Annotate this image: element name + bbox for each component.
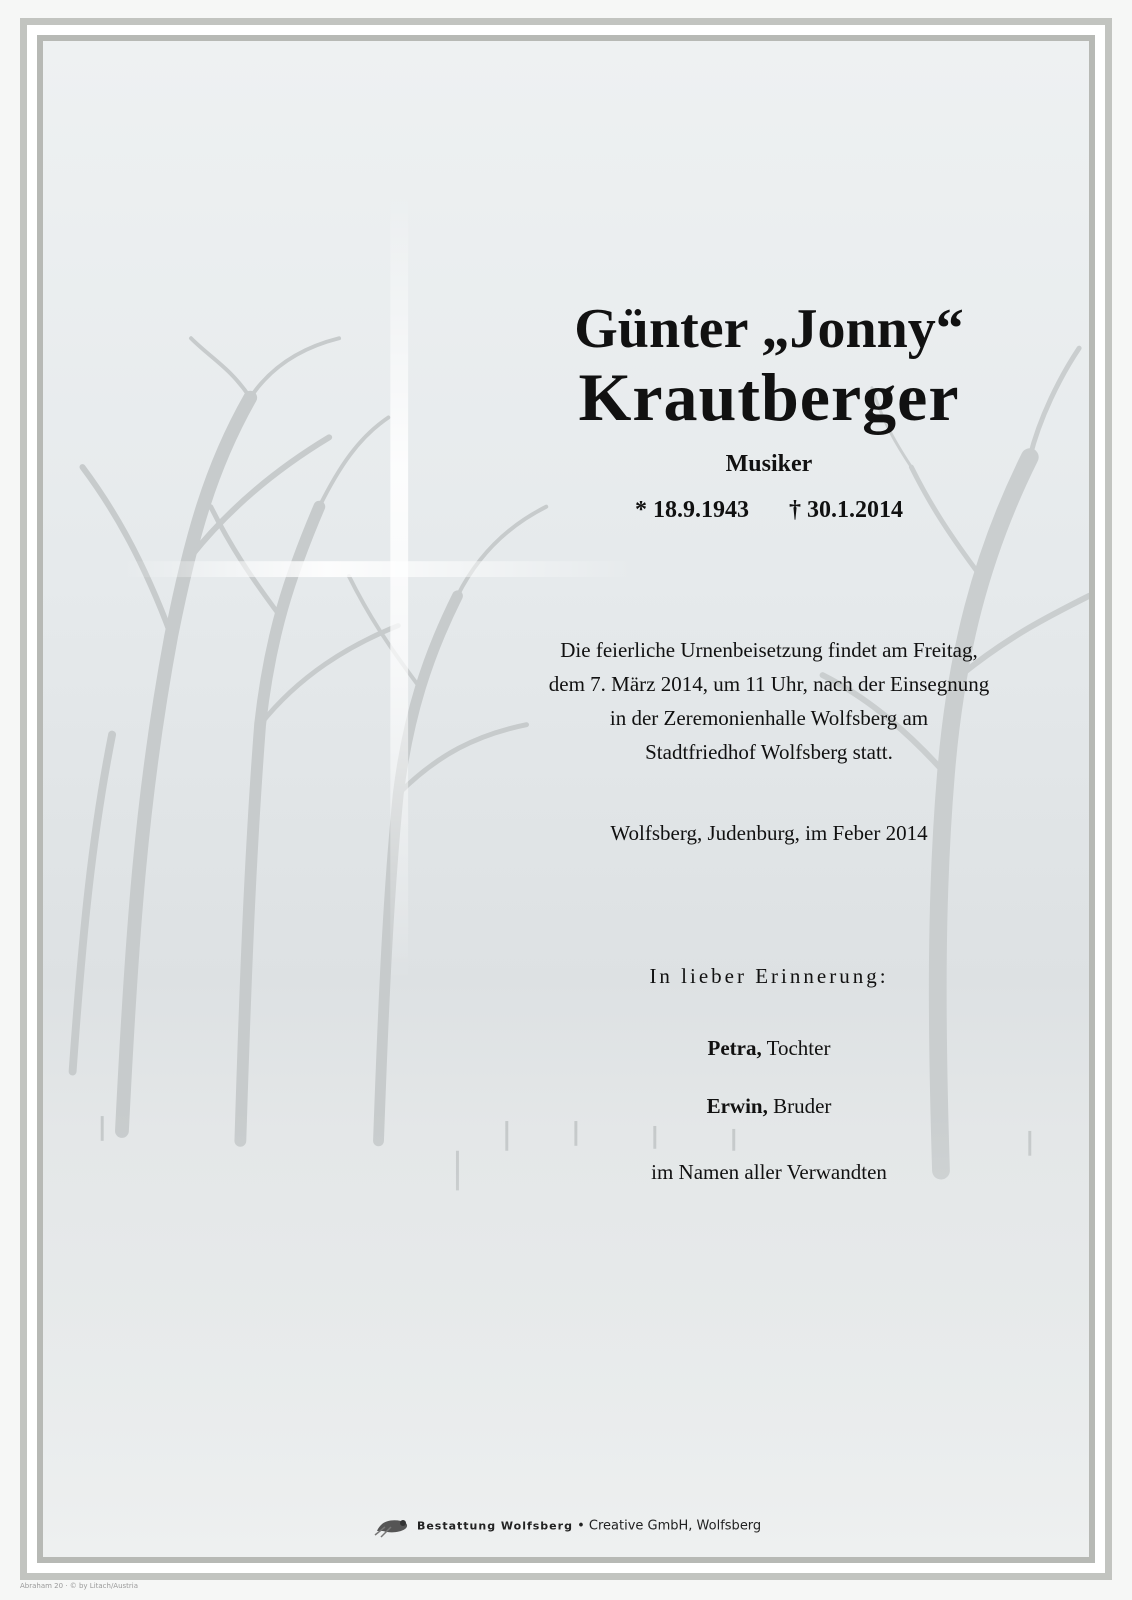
footer bbox=[43, 1513, 1089, 1539]
service-line: dem 7. März 2014, um 11 Uhr, nach der Einsegnung bbox=[548, 672, 990, 696]
footer-separator: • bbox=[572, 1518, 589, 1534]
footer-brand: Bestattung Wolfsberg bbox=[416, 1519, 573, 1533]
mourner-name: Erwin, bbox=[706, 1094, 768, 1118]
mourner-name: Petra, bbox=[707, 1036, 762, 1060]
death-date: † 30.1.2014 bbox=[789, 497, 903, 523]
mourner-entry bbox=[479, 1091, 1059, 1121]
deceased-surname: Krautberger bbox=[578, 359, 960, 435]
birth-date: * 18.9.1943 bbox=[635, 497, 749, 523]
service-announcement bbox=[479, 633, 1059, 769]
funeral-home-logo-icon bbox=[371, 1513, 413, 1539]
service-line: Stadtfriedhof Wolfsberg statt. bbox=[645, 740, 893, 764]
occupation: Musiker bbox=[725, 451, 813, 477]
place-and-date: Wolfsberg, Judenburg, im Feber 2014 bbox=[610, 821, 928, 845]
print-mark: Abraham 20 · © by Litach/Austria bbox=[20, 1582, 139, 1590]
service-line: Die feierliche Urnenbeisetzung findet am Freitag, bbox=[560, 638, 978, 662]
mourner-relation: Tochter bbox=[761, 1036, 831, 1060]
mourner-entry bbox=[479, 1033, 1059, 1063]
mourner-relation: Bruder bbox=[767, 1094, 832, 1118]
service-line: in der Zeremonienhalle Wolfsberg am bbox=[609, 706, 929, 730]
footer-company: Creative GmbH, Wolfsberg bbox=[588, 1518, 762, 1534]
deceased-first-name: Günter „Jonny“ bbox=[574, 298, 964, 360]
inner-frame bbox=[37, 35, 1095, 1563]
outer-frame bbox=[20, 18, 1112, 1580]
notice-content bbox=[43, 41, 1089, 1557]
life-dates bbox=[479, 495, 1059, 525]
closing-line: im Namen aller Verwandten bbox=[651, 1160, 887, 1184]
memory-heading: In lieber Erinnerung: bbox=[649, 964, 889, 988]
